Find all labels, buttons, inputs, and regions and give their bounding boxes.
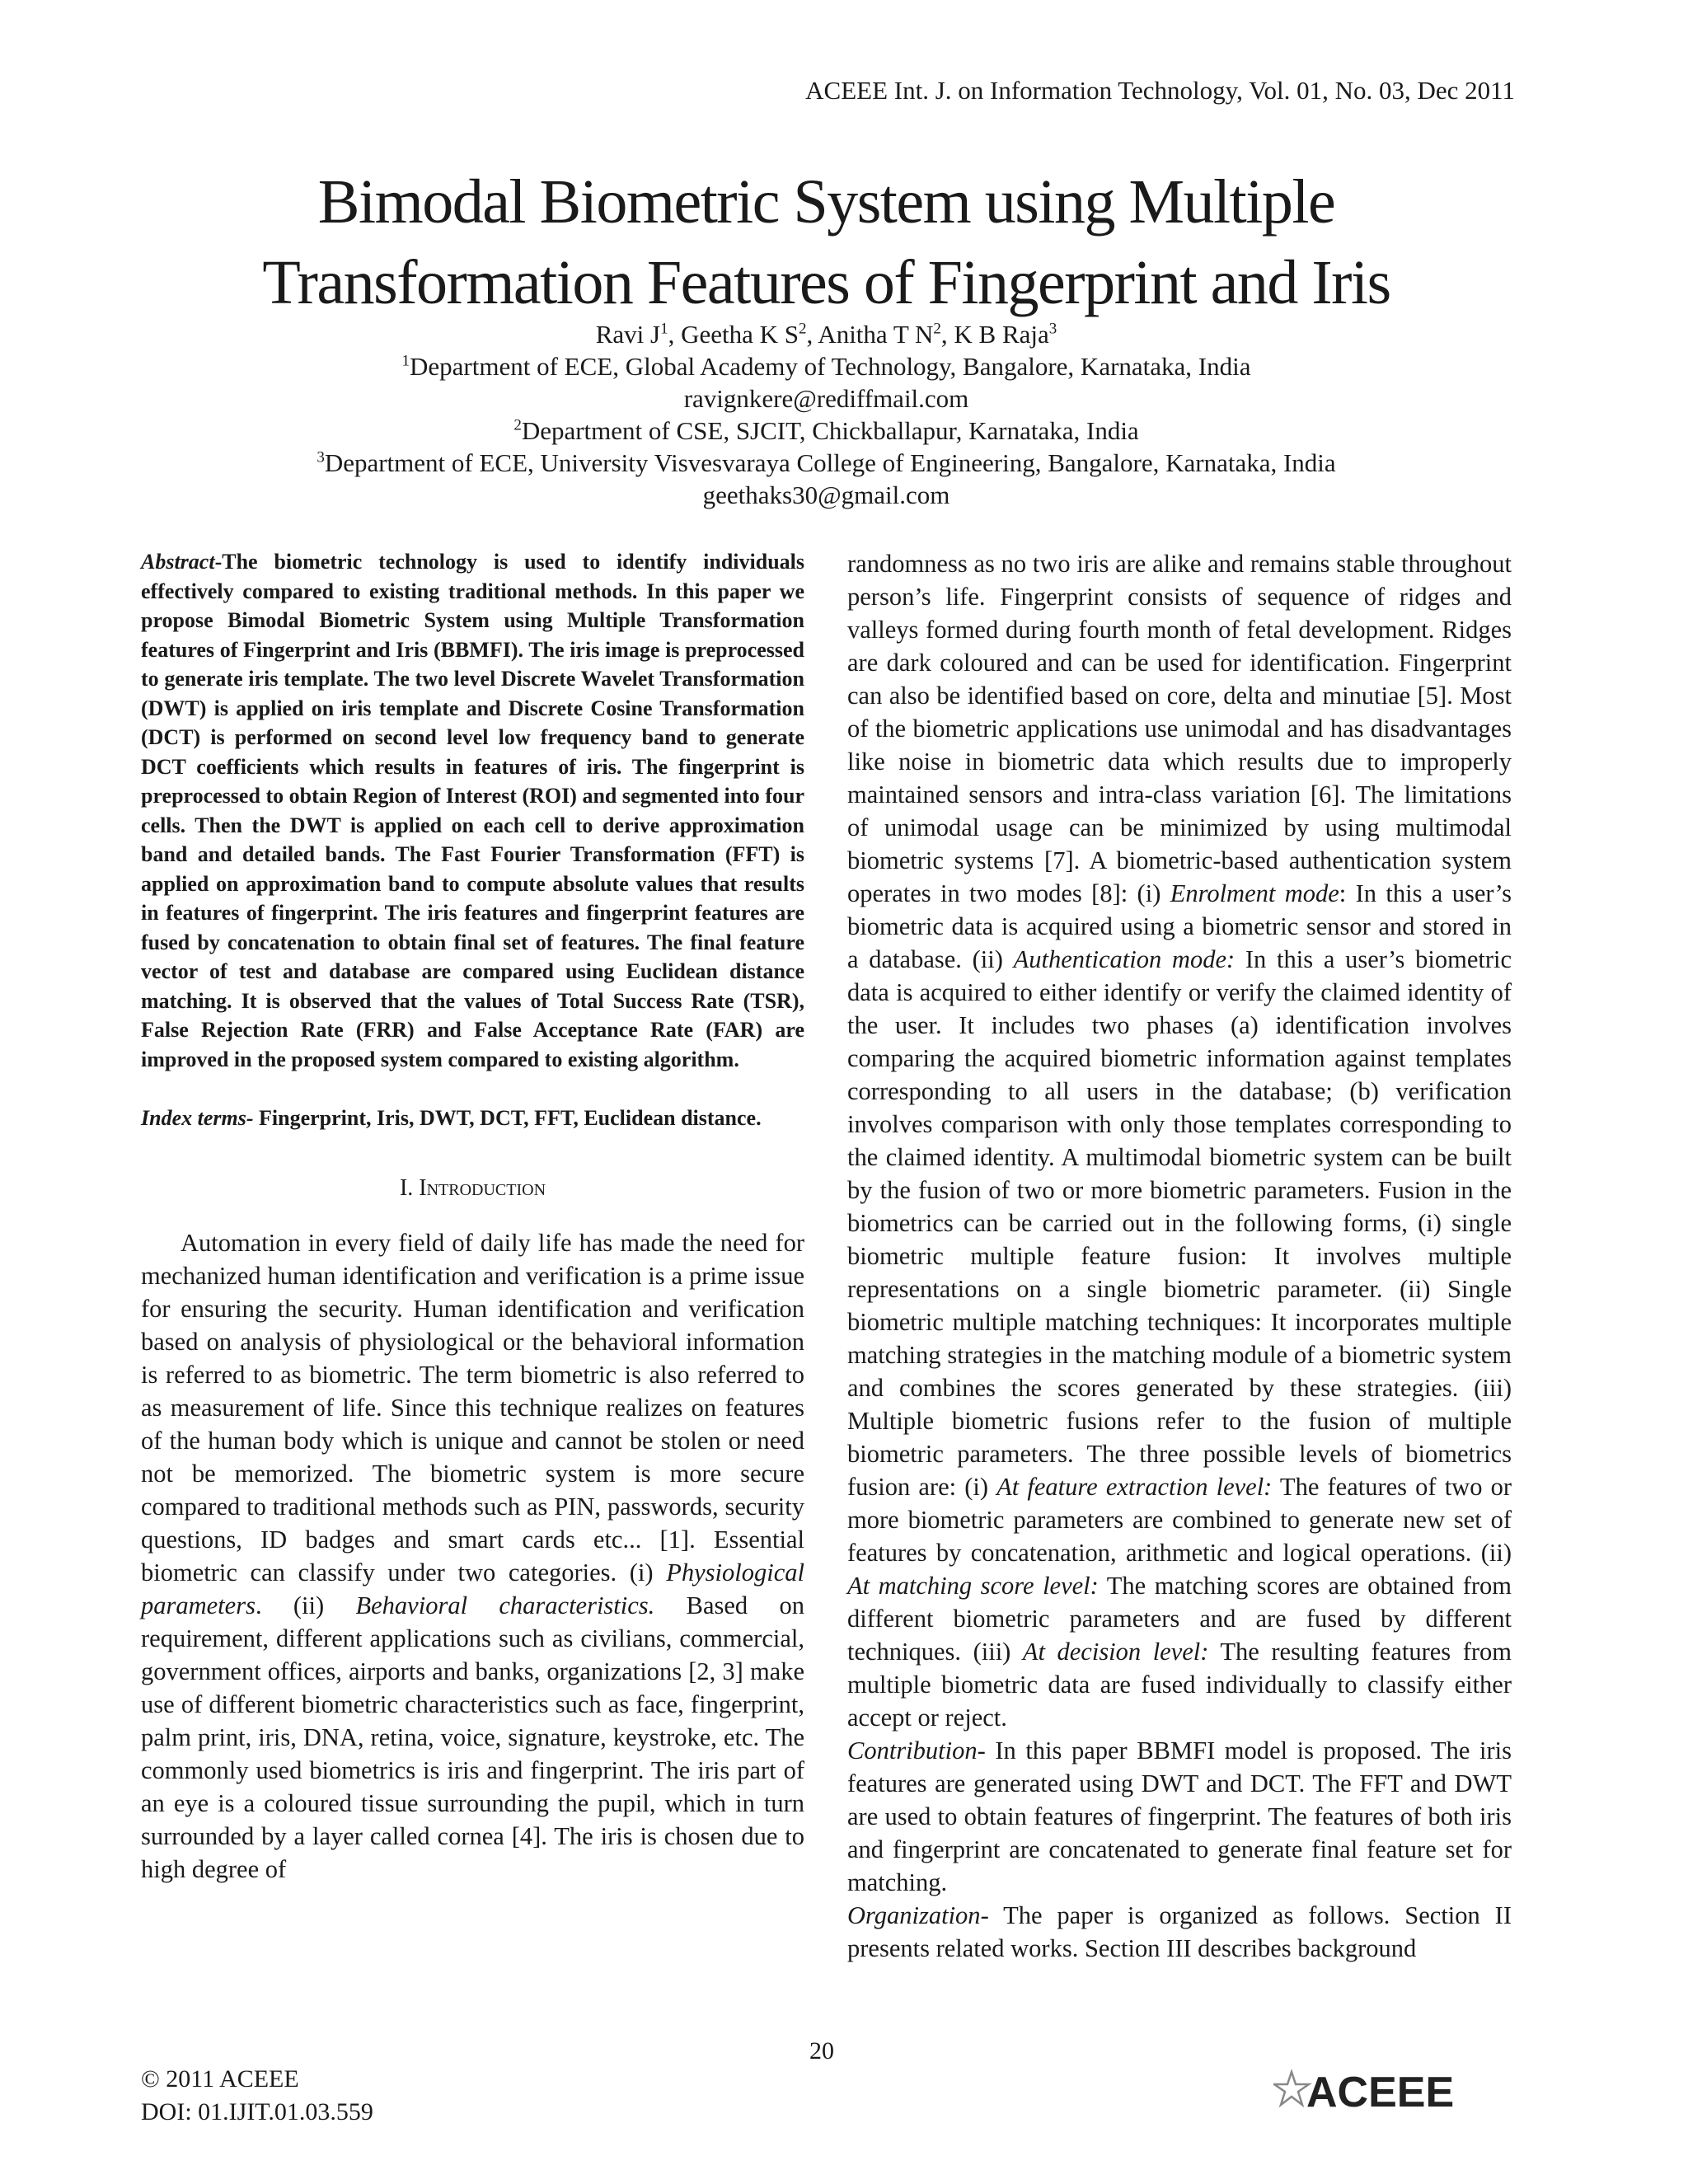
email-2[interactable]: geethaks30@gmail.com [702, 480, 950, 509]
star-icon [1274, 2072, 1309, 2105]
affiliation-1: $^1$Department of ECE, Global Academy of Technology, Bangalore, Karnataka, India [401, 352, 1251, 381]
email-1[interactable]: ravignkere@rediffmail.com [683, 384, 969, 413]
author-1-sup: 1 [660, 320, 668, 338]
author-4: , K B Raja [940, 320, 1049, 349]
right-column [847, 547, 1512, 1965]
contribution-paragraph: Contribution- In this paper BBMFI model is proposed. The iris features are generated using DWT and DCT. The FFT and DWT are used to obtain features of fingerprint. The features of both iris and fingerprint are concatenated to generate final feature set for matching. [847, 1736, 1512, 1896]
logo-text: ACEEE [1306, 2069, 1455, 2111]
aceee-logo [1273, 2069, 1512, 2111]
left-column [141, 547, 804, 1886]
author-block [0, 318, 1653, 511]
title-line-2: Transformation Features of Fingerprint and Iris [262, 248, 1390, 317]
author-4-sup: 3 [1048, 320, 1057, 338]
index-terms-label: Index terms- [141, 1106, 254, 1130]
author-names [0, 318, 1653, 350]
author-3-sup: 2 [933, 320, 941, 338]
paper-title [0, 162, 1653, 323]
organization-paragraph: Organization- The paper is organized as follows. Section II presents related works. Section III describes background [847, 1901, 1512, 1962]
author-3: , Anitha T N [806, 320, 934, 349]
page-number: 20 [809, 2037, 834, 2064]
organization-label: Organization [847, 1901, 981, 1929]
abstract-text: -The biometric technology is used to identify individuals effectively compared to existing traditional methods. In this paper we propose Bimodal Biometric System using Multiple Transformation features of Fingerprint and Iris (BBMFI). The iris image is preprocessed to generate iris template. The two level Discrete Wavelet Transformation (DWT) is applied on iris template and Discrete Cosine Transformation (DCT) is performed on second level low frequency band to generate DCT coefficients which results in features of iris. The fingerprint is preprocessed to obtain Region of Interest (ROI) and segmented into four cells. Then the DWT is applied on each cell to derive approximation band and detailed bands. The Fast Fourier Transformation (FFT) is applied on approximation band to compute absolute values that results in features of fingerprint. The iris features and fingerprint features are fused by concatenation to obtain final set of features. The final feature vector of test and database are compared using Euclidean distance matching. It is observed that the values of Total Success Rate (TSR), False Rejection Rate (FRR) and False Acceptance Rate (FAR) are improved in the proposed system compared to existing algorithm. [141, 550, 804, 1071]
doi-text: DOI: 01.IJIT.01.03.559 [141, 2098, 373, 2125]
author-1: Ravi J [595, 320, 661, 349]
abstract [141, 547, 804, 1074]
contribution-label: Contribution [847, 1736, 978, 1765]
intro-paragraph: Automation in every field of daily life has made the need for mechanized human identification and verification is a prime issue for ensuring the security. Human identification and verification based on analysis of physiological or the behavioral information is referred to as biometric. The term biometric is also referred to as measurement of life. Since this technique realizes on features of the human body which is unique and cannot be stolen or need not be memorized. The biometric system is more secure compared to traditional methods such as PIN, passwords, security questions, ID badges and smart cards etc... [1]. Essential biometric can classify under two categories. (i) Physiological parameters. (ii) Behavioral characteristics. Based on requirement, different applications such as civilians, commercial, government offices, airports and banks, organizations [2, 3] make use of different biometric characteristics such as face, fingerprint, palm print, iris, DNA, retina, voice, signature, keystroke, etc. The commonly used biometrics is iris and fingerprint. The iris part of an eye is a coloured tissue surrounding the pupil, which in turn surrounded by a layer called cornea [4]. The iris is chosen due to high degree of [141, 1229, 804, 1883]
affiliation-3: $^3$Department of ECE, University Visvesvaraya College of Engineering, Bangalore, Karnataka, India [316, 448, 1336, 477]
index-terms-text: Fingerprint, Iris, DWT, DCT, FFT, Euclidean distance. [253, 1106, 762, 1130]
copyright-text: © 2011 ACEEE [141, 2065, 299, 2093]
author-2-sup: 2 [799, 320, 807, 338]
section-heading-introduction: I. Introduction [399, 1175, 546, 1201]
affiliation-2: $^2$Department of CSE, SJCIT, Chickballapur, Karnataka, India [513, 416, 1139, 445]
running-head: ACEEE Int. J. on Information Technology, Vol. 01, No. 03, Dec 2011 [805, 76, 1515, 105]
abstract-label: Abstract [141, 550, 215, 574]
index-terms [141, 1104, 804, 1132]
title-line-1: Bimodal Biometric System using Multiple [317, 167, 1335, 237]
footer-left [141, 2063, 373, 2129]
intro-paragraph-continued: randomness as no two iris are alike and remains stable throughout person’s life. Fingerprint consists of sequence of ridges and valleys formed during fourth month of fetal development. Ridges are dark coloured and can be used for identification. Fingerprint can also be identified based on core, delta and minutiae [5]. Most of the biometric applications use unimodal and has disadvantages like noise in biometric data which results due to improperly maintained sensors and intra-class variation [6]. The limitations of unimodal usage can be minimized by using multimodal biometric systems [7]. A biometric-based authentication system operates in two modes [8]: (i) Enrolment mode: In this a user’s biometric data is acquired using a biometric sensor and stored in a database. (ii) Authentication mode: In this a user’s biometric data is acquired to either identify or verify the claimed identity of the user. It includes two phases (a) identification involves comparing the acquired biometric information against templates corresponding to all users in the database; (b) verification involves comparison with only those templates corresponding to the claimed identity. A multimodal biometric system can be built by the fusion of two or more biometric parameters. Fusion in the biometrics can be carried out in the following forms, (i) single biometric multiple feature fusion: It involves multiple representations on a single biometric parameter. (ii) Single biometric multiple matching techniques: It incorporates multiple matching strategies in the matching module of a biometric system and combines the scores generated by these strategies. (iii) Multiple biometric fusions refer to the fusion of multiple biometric parameters. The three possible levels of biometrics fusion are: (i) At feature extraction level: The features of two or more biometric parameters are combined to generate new set of features by concatenation, arithmetic and logical operations. (ii) At matching score level: The matching scores are obtained from different biometric parameters and are fused by different techniques. (iii) At decision level: The resulting features from multiple biometric data are fused individually to classify either accept or reject. [847, 550, 1512, 1732]
author-2: , Geetha K S [668, 320, 799, 349]
